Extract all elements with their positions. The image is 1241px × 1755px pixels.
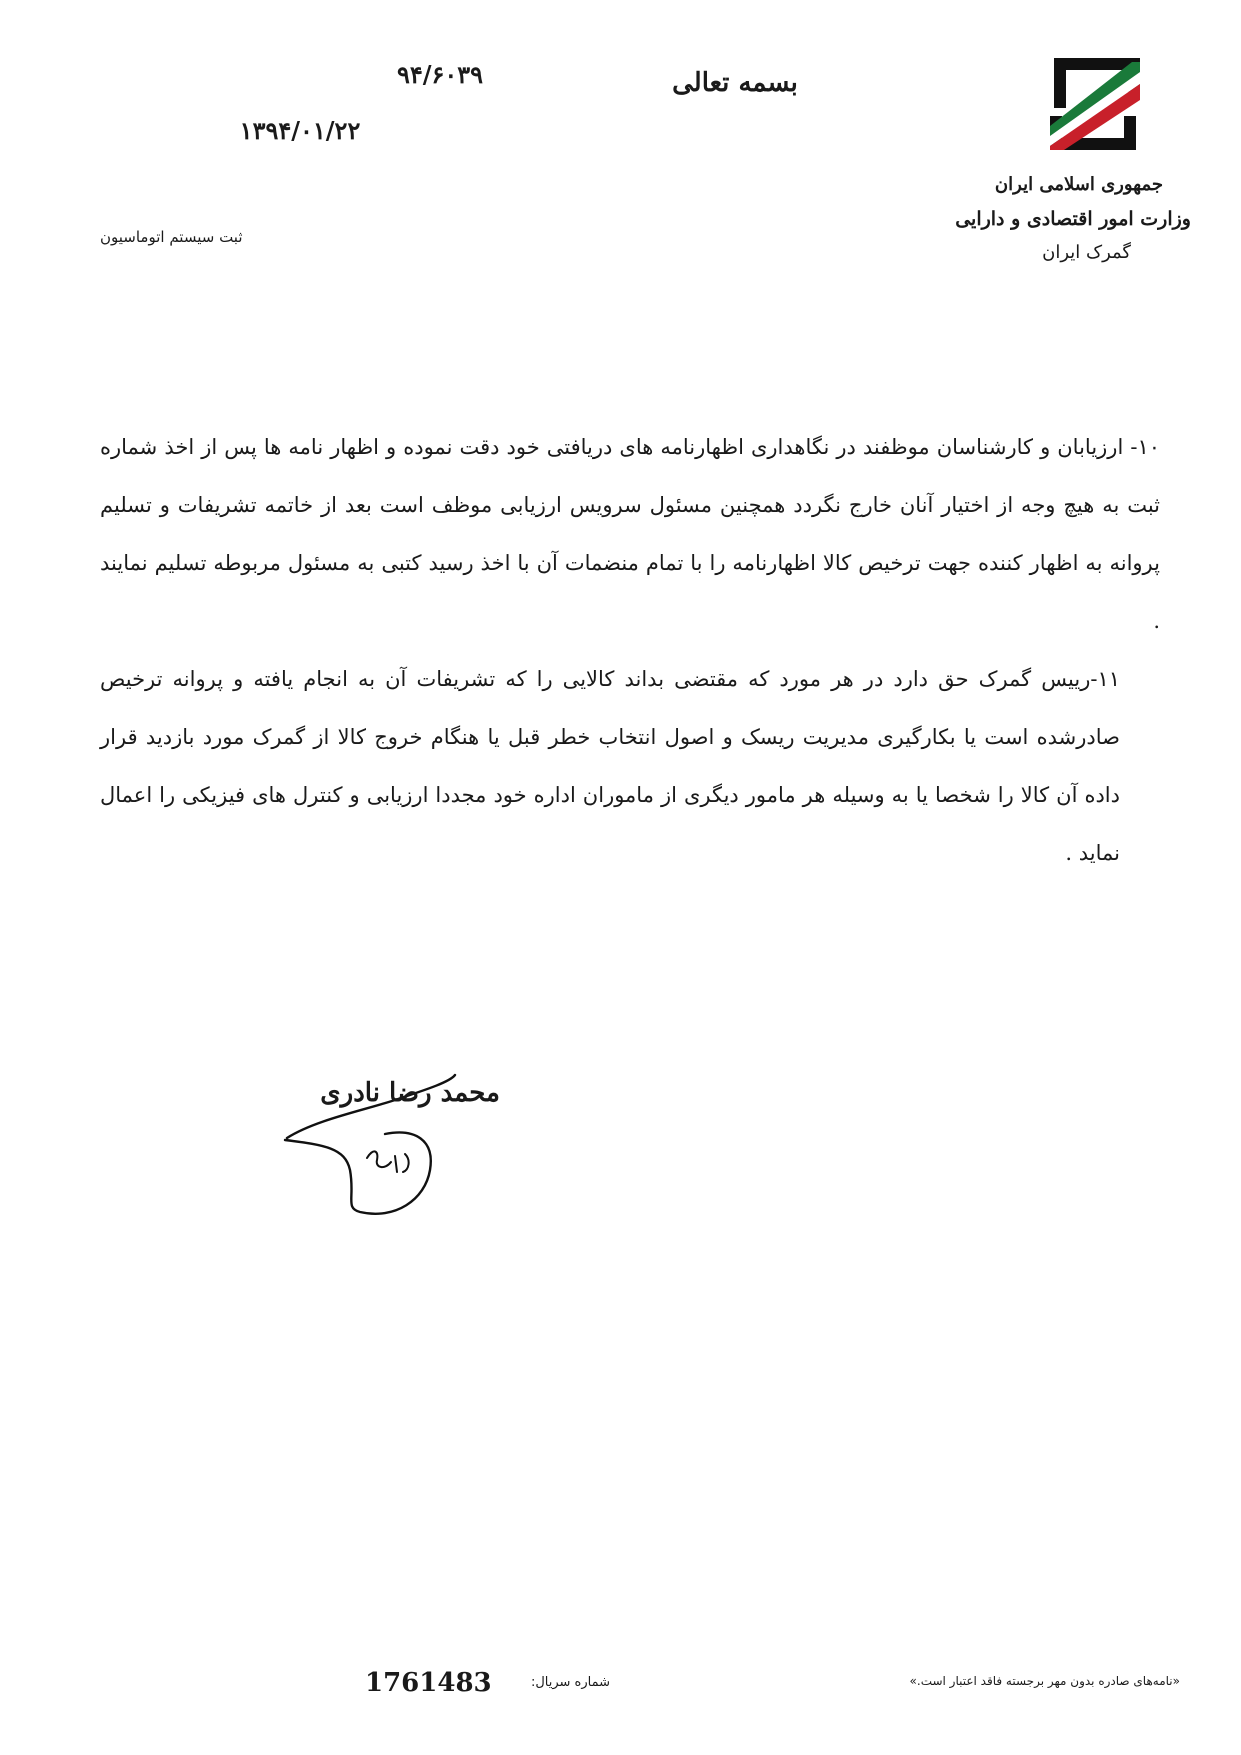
- signatory-name: محمد رضا نادری: [320, 1078, 500, 1108]
- org-line-country: جمهوری اسلامی ایران: [994, 174, 1163, 195]
- letter-body: [100, 418, 1160, 882]
- registration-note: ثبت سیستم اتوماسیون: [100, 228, 243, 246]
- customs-logo: [1040, 52, 1150, 156]
- paragraph-11: ۱۱-رییس گمرک حق دارد در هر مورد که مقتضی بداند کالایی را که تشریفات آن به انجام یافته و پروانه ترخیص صادرشده است یا بکارگیری مدیریت ریسک و اصول انتخاب خطر قبل یا هنگام خروج کالا از گمرک مورد بازدید قرار داده آن کالا را شخصا یا به وسیله هر مامور دیگری از ماموران اداره خود مجددا ارزیابی و کنترل های فیزیکی را اعمال نماید .: [100, 667, 1120, 865]
- letter-date: ۱۳۹۴/۰۱/۲۲: [239, 116, 361, 145]
- letter-number: ۹۴/۶۰۳۹: [396, 60, 484, 89]
- bismillah-heading: بسمه تعالی: [672, 68, 798, 98]
- validity-note: «نامه‌های صادره بدون مهر برجسته فاقد اعتبار است.»: [909, 1674, 1180, 1688]
- serial-number: 1761483: [365, 1668, 492, 1698]
- org-line-ministry: وزارت امور اقتصادی و دارایی: [955, 208, 1191, 230]
- handwritten-signature: [275, 1030, 525, 1230]
- org-line-customs: گمرک ایران: [1042, 242, 1131, 263]
- serial-label: شماره سریال:: [530, 1675, 610, 1690]
- organization-header: [931, 168, 1191, 270]
- paragraph-10: ۱۰- ارزیابان و کارشناسان موظفند در نگاهداری اظهارنامه های دریافتی خود دقت نموده و اظهار نامه ها پس از اخذ شماره ثبت به هیچ وجه از اختیار آنان خارج نگردد همچنین مسئول سرویس ارزیابی موظف است بعد از خاتمه تشریفات و تسلیم پروانه به اظهار کننده جهت ترخیص کالا اظهارنامه را با تمام منضمات آن با اخذ رسید کتبی به مسئول مربوطه تسلیم نمایند .: [100, 435, 1160, 633]
